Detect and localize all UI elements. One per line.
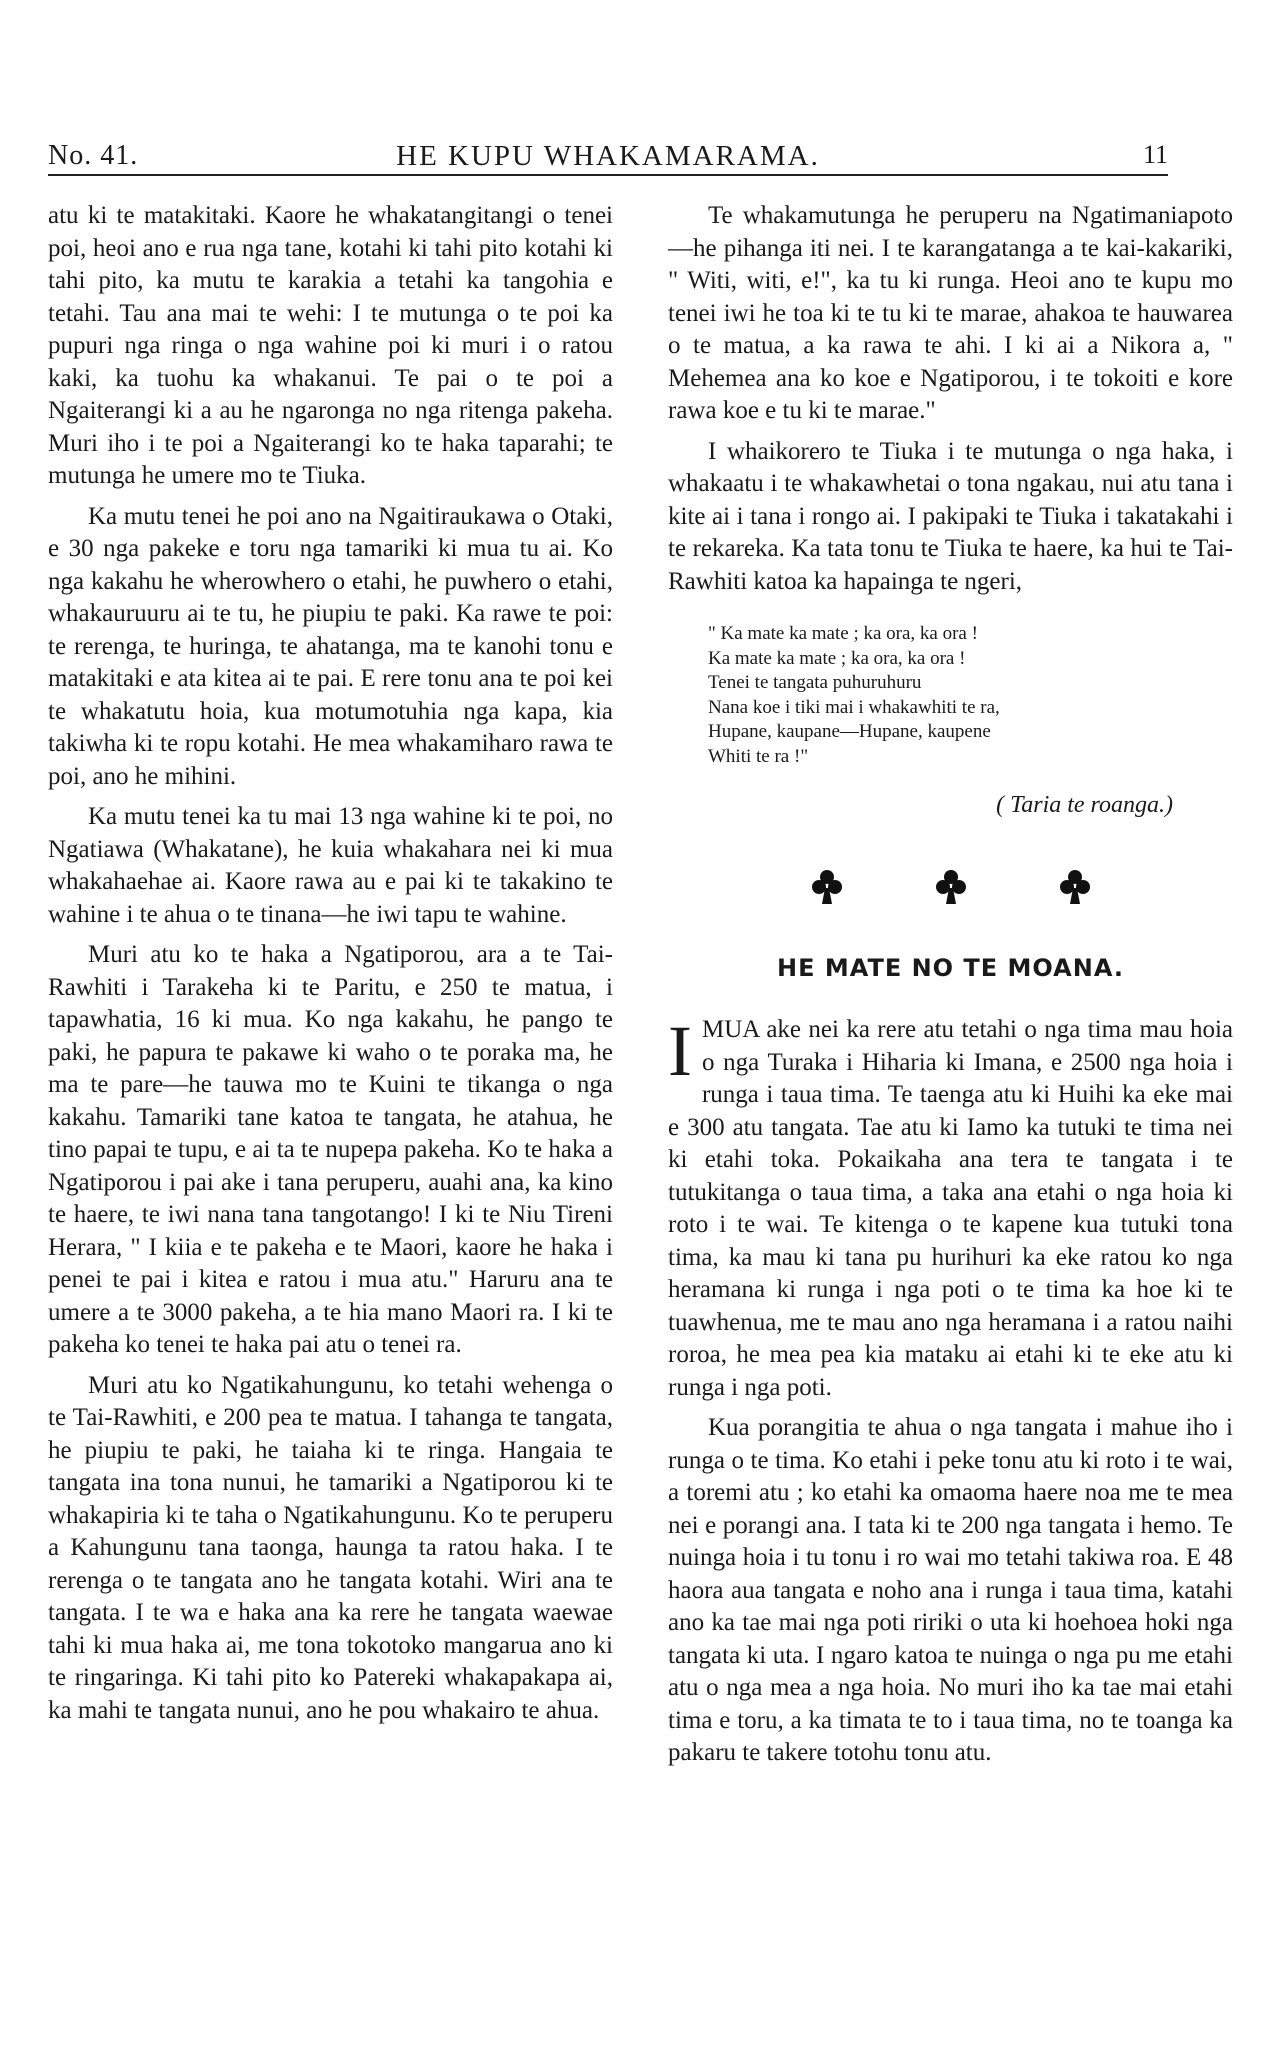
club-ornament-icon [934, 868, 968, 906]
article-text: MUA ake nei ka rere atu tetahi o nga tima mau hoia o nga Turaka i Hiharia ki Imana, e 2500 nga hoia i runga i taua tima. Te taenga atu ki Huihi ka eke mai e 300 atu tangata. Tae atu ki Iamo ka tutuki te tima nei ki etahi toka. Pokaikaha ana tera te tangata i te tutukitanga o taua tima, a taka ana etahi o nga hoia ki roto i te wai. Te kitenga o te kapene kua tutuki tona tima, ka mau ki tana pu hurihuri ka eke ratou ko nga heramana ki runga i nga poti o te tima ka hoe ki te tuawhenua, me te mau ano nga heramana i a ratou naihi roroa, he mea pea kia mataku ai etahi ki te eke atu ki runga i nga poti. [668, 1016, 1233, 1401]
page-header [48, 140, 1168, 176]
verse-line: Hupane, kaupane—Hupane, kaupene [708, 721, 991, 742]
paragraph: Muri atu ko Ngatikahungunu, ko tetahi wehenga o te Tai-Rawhiti, e 200 pea te matua. I tahanga te tangata, he piupiu te paki, he taiaha ki te ringa. Hangaia te tangata ina tona nunui, he tamariki a Ngatiporou ki te whakapiria ki te taha o Ngatikahungunu. Ko te peruperu a Kahungunu tana taonga, haunga ta ratou haka. I te rerenga o te tangata ano he tangata kotahi. Wiri ana te tangata. I te wa e haka ana ka rere he tangata waewae tahi ki mua haka ai, me tona tokotoko mangarua ano ki te ringaringa. Ki tahi pito ko Patereki whakapakapa ai, ka mahi te tangata nunui, ano he pou whakairo te ahua. [48, 1371, 613, 1724]
continued-caption: ( Taria te roanga.) [996, 792, 1173, 818]
page-title: HE KUPU WHAKAMARAMA. [396, 140, 820, 172]
page-number: 11 [1142, 140, 1168, 169]
article-paragraph [668, 1011, 1233, 1404]
paragraph: Muri atu ko te haka a Ngatiporou, ara a te Tai-Rawhiti i Tarakeha ki te Paritu, e 250 te matua, i tapawhatia, 16 ki mua. Ko nga kakahu, he pango te paki, he papura te pakawe ki waho o te poraka ma, he ma te pare—he tauwa mo te Kuini te tikanga o nga kakahu. Tamariki tane katoa te tangata, he atahua, he tino papai te tupu, e ai ta te nupepa pakeha. Ko te haka a Ngatiporou i pai ake i tana peruperu, auahi ana, ka kino te haere, te iwi nana tana tangotango! I ki te Niu Tireni Herara, " I kiia e te pakeha e te Maori, kaore he haka i penei te pai i kitea e ratou i mua atu." Haruru ana te umere a te 3000 pakeha, a te hia mano Maori ra. I ki te pakeha ko tenei te haka pai atu o tenei ra. [48, 941, 613, 1358]
article-headline: HE MATE NO TE MOANA. [777, 953, 1124, 982]
drop-cap: I [668, 1011, 692, 1091]
paragraph: atu ki te matakitaki. Kaore he whakatangitangi o tenei poi, heoi ano e rua nga tane, kotahi ki tahi pito kotahi ki tahi pito, ka mutu te karakia a tetahi ka tangohia e tetahi. Tau ana mai te wehi: I te mutunga o te poi ka pupuri nga ringa o nga wahine poi ki muri i o ratou kaki, ka tuohu ka whakanui. Te pai o te poi a Ngaiterangi ki a au he ngaronga no nga ritenga pakeha. Muri iho i te poi a Ngaiterangi ko te haka taparahi; te mutunga he umere mo te Tiuka. [48, 202, 613, 489]
left-column [48, 200, 613, 1727]
right-column [668, 200, 1233, 1770]
paragraph: I whaikorero te Tiuka i te mutunga o nga haka, i whakaatu i te whakawhetai o tona ngakau, nui atu tana i kite ai i tana i rongo ai. I pakipaki te Tiuka i takatakahi i te rekareka. Ka tata tonu te Tiuka te haere, ka hui te Tai-Rawhiti katoa ka hapainga te ngeri, [668, 437, 1233, 595]
verse-line: " Ka mate ka mate ; ka ora, ka ora ! [708, 623, 978, 644]
section-divider [668, 868, 1233, 906]
paragraph: Te whakamutunga he peruperu na Ngatimaniapoto—he pihanga iti nei. I te karangatanga a te kai-kakariki, " Witi, witi, e!", ka tu ki runga. Heoi ano te kupu mo tenei iwi he toa ki te tu ki te marae, ahakoa te hauwarea o te matua, a ka rawa te ahi. I ki ai a Nikora a, " Mehemea ana ko koe e Ngatiporou, i te tokoiti e kore rawa koe e tu ki te marae." [668, 202, 1233, 424]
verse-line: Tenei te tangata puhuruhuru [708, 672, 922, 693]
verse-line: Ka mate ka mate ; ka ora, ka ora ! [708, 647, 966, 669]
issue-number: No. 41. [48, 140, 139, 171]
club-ornament-icon [810, 868, 844, 906]
article-paragraph: Kua porangitia te ahua o nga tangata i mahue iho i runga o te tima. Ko etahi i peke tonu atu ki roto i te wai, a toremi atu ; ko etahi ka omaoma haere noa me te mea nei e porangi ana. I tata ki te 200 nga tangata i hemo. Te nuinga hoia i tu tonu i ro wai mo tetahi takiwa roa. E 48 haora aua tangata e noho ana i runga i taua tima, katahi ano ka tae mai nga poti ririki o uta ki hoehoea hoki nga tangata ki uta. I ngaro katoa te nuinga o nga pu me etahi atu o nga mea a nga hoia. No muri iho ka tae mai etahi tima e toru, a ka timata te to i taua tima, no te toanga ka pakaru te takere totohu tonu atu. [668, 1414, 1233, 1766]
verse-line: Whiti te ra !" [708, 745, 809, 767]
paragraph: Ka mutu tenei he poi ano na Ngaitiraukawa o Otaki, e 30 nga pakeke e toru nga tamariki ki mua tu ai. Ko nga kakahu he wherowhero o etahi, he puwhero o etahi, whakauruuru ai te tu, he piupiu te paki. Ka rawe te poi: te rerenga, te huringa, te ahatanga, ma te kanohi tonu e matakitaki e ata kitea ai te pai. E rere tonu ana te poi kei te whakatutu hoia, kua motumotuhia nga kapa, kia takiwha ki te ropu kotahi. He mea whakamiharo rawa te poi, ano he mihini. [48, 502, 613, 790]
paragraph: Ka mutu tenei ka tu mai 13 nga wahine ki te poi, no Ngatiawa (Whakatane), he kuia whakahara nei ki mua whakahaehae ai. Kaore rawa au e pai ki te takakino te wahine i te ahua o te tinana—he iwi tapu te wahine. [48, 803, 613, 928]
club-ornament-icon [1058, 868, 1092, 906]
verse-line: Nana koe i tiki mai i whakawhiti te ra, [708, 696, 1000, 718]
haka-verse [708, 622, 1233, 769]
